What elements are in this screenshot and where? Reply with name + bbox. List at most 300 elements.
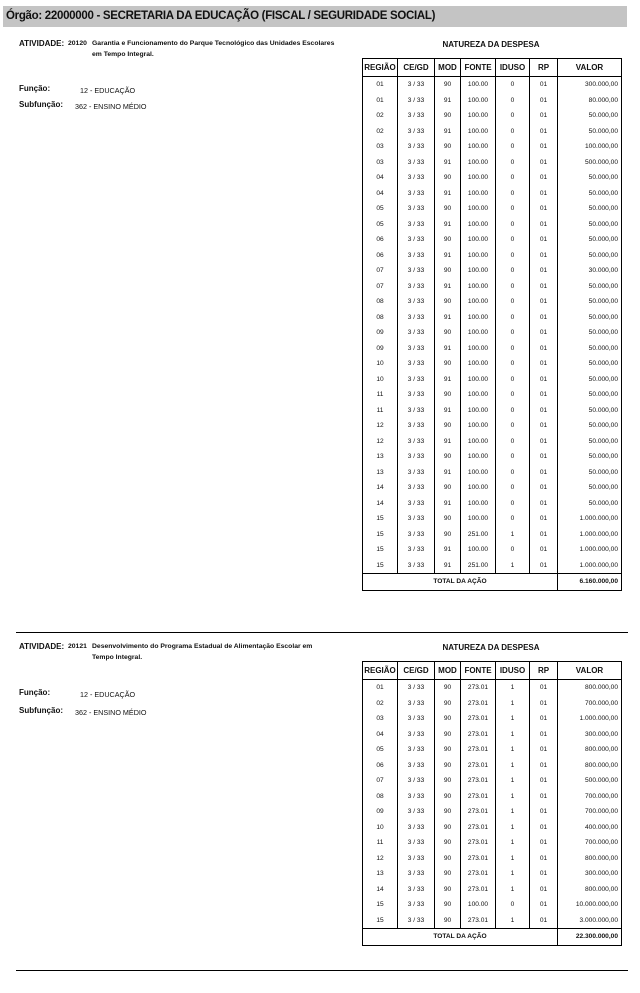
regiao-cell: 13 — [363, 866, 398, 882]
iduso-cell: 0 — [496, 124, 530, 140]
iduso-cell: 0 — [496, 77, 530, 93]
mod-cell: 90 — [435, 139, 461, 155]
valor-cell: 50.000,00 — [558, 217, 622, 233]
iduso-cell: 0 — [496, 496, 530, 512]
rp-cell: 01 — [530, 742, 558, 758]
valor-cell: 1.000.000,00 — [558, 558, 622, 574]
iduso-cell: 0 — [496, 217, 530, 233]
regiao-cell: 02 — [363, 108, 398, 124]
table-row — [363, 294, 622, 310]
table-row — [363, 263, 622, 279]
regiao-cell: 11 — [363, 835, 398, 851]
cegd-cell: 3 / 33 — [398, 496, 435, 512]
table-row — [363, 108, 622, 124]
iduso-cell: 0 — [496, 170, 530, 186]
iduso-cell: 0 — [496, 279, 530, 295]
iduso-cell: 1 — [496, 882, 530, 898]
total-row — [363, 929, 622, 946]
fonte-cell: 100.00 — [461, 279, 496, 295]
rp-cell: 01 — [530, 201, 558, 217]
mod-cell: 90 — [435, 449, 461, 465]
rp-cell: 01 — [530, 496, 558, 512]
fonte-cell: 100.00 — [461, 155, 496, 171]
mod-cell: 90 — [435, 680, 461, 696]
column-header: VALOR — [558, 662, 622, 680]
valor-cell: 50.000,00 — [558, 124, 622, 140]
regiao-cell: 13 — [363, 449, 398, 465]
table-row — [363, 387, 622, 403]
rp-cell: 01 — [530, 372, 558, 388]
despesa-table — [362, 661, 622, 946]
mod-cell: 91 — [435, 155, 461, 171]
mod-cell: 90 — [435, 835, 461, 851]
iduso-cell: 0 — [496, 511, 530, 527]
column-header: RP — [530, 59, 558, 77]
table-row — [363, 758, 622, 774]
iduso-cell: 0 — [496, 263, 530, 279]
rp-cell: 01 — [530, 341, 558, 357]
mod-cell: 90 — [435, 263, 461, 279]
valor-cell: 800.000,00 — [558, 758, 622, 774]
rp-cell: 01 — [530, 294, 558, 310]
mod-cell: 90 — [435, 882, 461, 898]
column-header: MOD — [435, 662, 461, 680]
fonte-cell: 273.01 — [461, 711, 496, 727]
column-header: MOD — [435, 59, 461, 77]
section-divider — [16, 970, 628, 971]
iduso-cell: 0 — [496, 372, 530, 388]
valor-cell: 700.000,00 — [558, 789, 622, 805]
mod-cell: 91 — [435, 124, 461, 140]
mod-cell: 90 — [435, 866, 461, 882]
table-row — [363, 434, 622, 450]
rp-cell: 01 — [530, 356, 558, 372]
rp-cell: 01 — [530, 882, 558, 898]
fonte-cell: 100.00 — [461, 139, 496, 155]
mod-cell: 90 — [435, 773, 461, 789]
subfuncao-label: Subfunção: — [19, 100, 63, 109]
fonte-cell: 100.00 — [461, 496, 496, 512]
iduso-cell: 1 — [496, 866, 530, 882]
rp-cell: 01 — [530, 835, 558, 851]
table-row — [363, 542, 622, 558]
cegd-cell: 3 / 33 — [398, 558, 435, 574]
table-row — [363, 882, 622, 898]
cegd-cell: 3 / 33 — [398, 913, 435, 929]
regiao-cell: 05 — [363, 201, 398, 217]
mod-cell: 90 — [435, 804, 461, 820]
mod-cell: 90 — [435, 294, 461, 310]
valor-cell: 100.000,00 — [558, 139, 622, 155]
mod-cell: 90 — [435, 527, 461, 543]
regiao-cell: 04 — [363, 170, 398, 186]
table-row — [363, 496, 622, 512]
rp-cell: 01 — [530, 325, 558, 341]
rp-cell: 01 — [530, 139, 558, 155]
mod-cell: 90 — [435, 789, 461, 805]
regiao-cell: 14 — [363, 496, 398, 512]
cegd-cell: 3 / 33 — [398, 372, 435, 388]
fonte-cell: 100.00 — [461, 201, 496, 217]
cegd-cell: 3 / 33 — [398, 124, 435, 140]
mod-cell: 91 — [435, 434, 461, 450]
cegd-cell: 3 / 33 — [398, 758, 435, 774]
mod-cell: 91 — [435, 465, 461, 481]
mod-cell: 90 — [435, 511, 461, 527]
rp-cell: 01 — [530, 434, 558, 450]
regiao-cell: 02 — [363, 696, 398, 712]
table-row — [363, 789, 622, 805]
regiao-cell: 12 — [363, 418, 398, 434]
regiao-cell: 09 — [363, 325, 398, 341]
valor-cell: 30.000,00 — [558, 263, 622, 279]
rp-cell: 01 — [530, 758, 558, 774]
rp-cell: 01 — [530, 789, 558, 805]
rp-cell: 01 — [530, 387, 558, 403]
subfuncao-label: Subfunção: — [19, 706, 63, 715]
iduso-cell: 1 — [496, 835, 530, 851]
table-row — [363, 372, 622, 388]
regiao-cell: 10 — [363, 372, 398, 388]
mod-cell: 91 — [435, 558, 461, 574]
cegd-cell: 3 / 33 — [398, 139, 435, 155]
cegd-cell: 3 / 33 — [398, 93, 435, 109]
regiao-cell: 10 — [363, 356, 398, 372]
fonte-cell: 273.01 — [461, 882, 496, 898]
atividade-label: ATIVIDADE: — [19, 39, 65, 48]
valor-cell: 50.000,00 — [558, 170, 622, 186]
valor-cell: 50.000,00 — [558, 232, 622, 248]
iduso-cell: 1 — [496, 696, 530, 712]
regiao-cell: 15 — [363, 542, 398, 558]
valor-cell: 300.000,00 — [558, 866, 622, 882]
mod-cell: 90 — [435, 711, 461, 727]
valor-cell: 50.000,00 — [558, 186, 622, 202]
regiao-cell: 02 — [363, 124, 398, 140]
fonte-cell: 273.01 — [461, 742, 496, 758]
total-row — [363, 574, 622, 591]
mod-cell: 91 — [435, 372, 461, 388]
cegd-cell: 3 / 33 — [398, 170, 435, 186]
table-row — [363, 835, 622, 851]
acao-section-20121 — [0, 642, 640, 972]
cegd-cell: 3 / 33 — [398, 263, 435, 279]
fonte-cell: 251.00 — [461, 527, 496, 543]
atividade-label: ATIVIDADE: — [19, 642, 65, 651]
regiao-cell: 13 — [363, 465, 398, 481]
fonte-cell: 100.00 — [461, 248, 496, 264]
mod-cell: 91 — [435, 403, 461, 419]
fonte-cell: 273.01 — [461, 804, 496, 820]
rp-cell: 01 — [530, 279, 558, 295]
fonte-cell: 100.00 — [461, 480, 496, 496]
iduso-cell: 1 — [496, 742, 530, 758]
mod-cell: 90 — [435, 820, 461, 836]
valor-cell: 500.000,00 — [558, 155, 622, 171]
fonte-cell: 100.00 — [461, 542, 496, 558]
table-row — [363, 465, 622, 481]
cegd-cell: 3 / 33 — [398, 232, 435, 248]
rp-cell: 01 — [530, 727, 558, 743]
table-body — [363, 77, 622, 574]
valor-cell: 50.000,00 — [558, 201, 622, 217]
valor-cell: 50.000,00 — [558, 356, 622, 372]
table-row — [363, 804, 622, 820]
cegd-cell: 3 / 33 — [398, 434, 435, 450]
regiao-cell: 08 — [363, 310, 398, 326]
cegd-cell: 3 / 33 — [398, 77, 435, 93]
mod-cell: 90 — [435, 170, 461, 186]
iduso-cell: 1 — [496, 913, 530, 929]
regiao-cell: 03 — [363, 155, 398, 171]
rp-cell: 01 — [530, 186, 558, 202]
mod-cell: 90 — [435, 356, 461, 372]
iduso-cell: 1 — [496, 558, 530, 574]
rp-cell: 01 — [530, 558, 558, 574]
regiao-cell: 11 — [363, 403, 398, 419]
regiao-cell: 07 — [363, 773, 398, 789]
rp-cell: 01 — [530, 170, 558, 186]
fonte-cell: 100.00 — [461, 232, 496, 248]
regiao-cell: 08 — [363, 789, 398, 805]
mod-cell: 91 — [435, 496, 461, 512]
cegd-cell: 3 / 33 — [398, 403, 435, 419]
fonte-cell: 100.00 — [461, 108, 496, 124]
regiao-cell: 03 — [363, 711, 398, 727]
regiao-cell: 10 — [363, 820, 398, 836]
acao-section-20120 — [0, 39, 640, 629]
iduso-cell: 1 — [496, 789, 530, 805]
cegd-cell: 3 / 33 — [398, 480, 435, 496]
iduso-cell: 1 — [496, 680, 530, 696]
rp-cell: 01 — [530, 804, 558, 820]
column-header: IDUSO — [496, 662, 530, 680]
mod-cell: 91 — [435, 310, 461, 326]
regiao-cell: 03 — [363, 139, 398, 155]
table-row — [363, 696, 622, 712]
atividade-description: Desenvolvimento do Programa Estadual de Alimentação Escolar em Tempo Integral. — [92, 643, 313, 661]
iduso-cell: 0 — [496, 418, 530, 434]
rp-cell: 01 — [530, 155, 558, 171]
fonte-cell: 273.01 — [461, 727, 496, 743]
fonte-cell: 273.01 — [461, 789, 496, 805]
valor-cell: 800.000,00 — [558, 742, 622, 758]
column-header: REGIÃO — [363, 59, 398, 77]
iduso-cell: 0 — [496, 897, 530, 913]
regiao-cell: 15 — [363, 527, 398, 543]
fonte-cell: 100.00 — [461, 341, 496, 357]
table-row — [363, 279, 622, 295]
fonte-cell: 100.00 — [461, 170, 496, 186]
cegd-cell: 3 / 33 — [398, 897, 435, 913]
valor-cell: 700.000,00 — [558, 804, 622, 820]
cegd-cell: 3 / 33 — [398, 820, 435, 836]
table-row — [363, 310, 622, 326]
mod-cell: 91 — [435, 248, 461, 264]
regiao-cell: 15 — [363, 913, 398, 929]
iduso-cell: 0 — [496, 155, 530, 171]
regiao-cell: 05 — [363, 742, 398, 758]
cegd-cell: 3 / 33 — [398, 248, 435, 264]
atividade-code: 20120 — [68, 40, 87, 47]
cegd-cell: 3 / 33 — [398, 418, 435, 434]
rp-cell: 01 — [530, 465, 558, 481]
rp-cell: 01 — [530, 696, 558, 712]
cegd-cell: 3 / 33 — [398, 310, 435, 326]
iduso-cell: 0 — [496, 294, 530, 310]
regiao-cell: 01 — [363, 77, 398, 93]
iduso-cell: 0 — [496, 93, 530, 109]
table-row — [363, 93, 622, 109]
mod-cell: 90 — [435, 325, 461, 341]
table-row — [363, 742, 622, 758]
mod-cell: 91 — [435, 542, 461, 558]
valor-cell: 50.000,00 — [558, 310, 622, 326]
mod-cell: 90 — [435, 201, 461, 217]
column-header: CE/GD — [398, 662, 435, 680]
cegd-cell: 3 / 33 — [398, 108, 435, 124]
cegd-cell: 3 / 33 — [398, 789, 435, 805]
iduso-cell: 0 — [496, 186, 530, 202]
table-row — [363, 558, 622, 574]
iduso-cell: 0 — [496, 387, 530, 403]
atividade-description: Garantia e Funcionamento do Parque Tecnológico das Unidades Escolares em Tempo Integral. — [92, 40, 335, 58]
regiao-cell: 01 — [363, 680, 398, 696]
table-row — [363, 851, 622, 867]
valor-cell: 1.000.000,00 — [558, 711, 622, 727]
regiao-cell: 15 — [363, 511, 398, 527]
table-row — [363, 480, 622, 496]
mod-cell: 90 — [435, 418, 461, 434]
iduso-cell: 0 — [496, 465, 530, 481]
regiao-cell: 09 — [363, 804, 398, 820]
mod-cell: 90 — [435, 913, 461, 929]
table-row — [363, 170, 622, 186]
iduso-cell: 0 — [496, 341, 530, 357]
table-row — [363, 232, 622, 248]
rp-cell: 01 — [530, 217, 558, 233]
rp-cell: 01 — [530, 851, 558, 867]
cegd-cell: 3 / 33 — [398, 217, 435, 233]
valor-cell: 300.000,00 — [558, 727, 622, 743]
mod-cell: 90 — [435, 108, 461, 124]
cegd-cell: 3 / 33 — [398, 155, 435, 171]
column-header: RP — [530, 662, 558, 680]
table-row — [363, 356, 622, 372]
fonte-cell: 100.00 — [461, 263, 496, 279]
fonte-cell: 100.00 — [461, 511, 496, 527]
rp-cell: 01 — [530, 232, 558, 248]
rp-cell: 01 — [530, 108, 558, 124]
fonte-cell: 100.00 — [461, 310, 496, 326]
mod-cell: 90 — [435, 742, 461, 758]
iduso-cell: 0 — [496, 139, 530, 155]
fonte-cell: 273.01 — [461, 851, 496, 867]
table-row — [363, 897, 622, 913]
fonte-cell: 100.00 — [461, 897, 496, 913]
subfuncao-value: 362 - ENSINO MÉDIO — [75, 102, 147, 111]
cegd-cell: 3 / 33 — [398, 680, 435, 696]
table-row — [363, 913, 622, 929]
table-row — [363, 773, 622, 789]
valor-cell: 300.000,00 — [558, 77, 622, 93]
valor-cell: 50.000,00 — [558, 108, 622, 124]
valor-cell: 800.000,00 — [558, 680, 622, 696]
valor-cell: 400.000,00 — [558, 820, 622, 836]
regiao-cell: 01 — [363, 93, 398, 109]
table-row — [363, 403, 622, 419]
table-row — [363, 77, 622, 93]
regiao-cell: 06 — [363, 758, 398, 774]
cegd-cell: 3 / 33 — [398, 727, 435, 743]
cegd-cell: 3 / 33 — [398, 866, 435, 882]
iduso-cell: 0 — [496, 542, 530, 558]
table-row — [363, 711, 622, 727]
regiao-cell: 06 — [363, 232, 398, 248]
mod-cell: 90 — [435, 696, 461, 712]
cegd-cell: 3 / 33 — [398, 527, 435, 543]
valor-cell: 800.000,00 — [558, 882, 622, 898]
mod-cell: 90 — [435, 897, 461, 913]
iduso-cell: 0 — [496, 248, 530, 264]
rp-cell: 01 — [530, 418, 558, 434]
regiao-cell: 14 — [363, 480, 398, 496]
atividade-code: 20121 — [68, 643, 87, 650]
table-row — [363, 866, 622, 882]
valor-cell: 50.000,00 — [558, 449, 622, 465]
mod-cell: 90 — [435, 387, 461, 403]
rp-cell: 01 — [530, 680, 558, 696]
orgao-header: Órgão: 22000000 - SECRETARIA DA EDUCAÇÃO (FISCAL / SEGURIDADE SOCIAL) — [3, 6, 627, 27]
table-row — [363, 527, 622, 543]
regiao-cell: 14 — [363, 882, 398, 898]
regiao-cell: 08 — [363, 294, 398, 310]
iduso-cell: 0 — [496, 434, 530, 450]
iduso-cell: 1 — [496, 851, 530, 867]
rp-cell: 01 — [530, 93, 558, 109]
cegd-cell: 3 / 33 — [398, 356, 435, 372]
fonte-cell: 100.00 — [461, 325, 496, 341]
rp-cell: 01 — [530, 820, 558, 836]
valor-cell: 1.000.000,00 — [558, 527, 622, 543]
valor-cell: 50.000,00 — [558, 279, 622, 295]
cegd-cell: 3 / 33 — [398, 882, 435, 898]
regiao-cell: 05 — [363, 217, 398, 233]
table-row — [363, 186, 622, 202]
regiao-cell: 06 — [363, 248, 398, 264]
valor-cell: 800.000,00 — [558, 851, 622, 867]
cegd-cell: 3 / 33 — [398, 387, 435, 403]
table-row — [363, 449, 622, 465]
table-row — [363, 139, 622, 155]
table-row — [363, 341, 622, 357]
rp-cell: 01 — [530, 310, 558, 326]
column-header: FONTE — [461, 59, 496, 77]
funcao-label: Função: — [19, 84, 51, 93]
table-row — [363, 511, 622, 527]
rp-cell: 01 — [530, 124, 558, 140]
rp-cell: 01 — [530, 403, 558, 419]
iduso-cell: 0 — [496, 480, 530, 496]
mod-cell: 90 — [435, 480, 461, 496]
iduso-cell: 0 — [496, 108, 530, 124]
iduso-cell: 1 — [496, 527, 530, 543]
fonte-cell: 100.00 — [461, 418, 496, 434]
cegd-cell: 3 / 33 — [398, 294, 435, 310]
iduso-cell: 1 — [496, 804, 530, 820]
mod-cell: 90 — [435, 851, 461, 867]
fonte-cell: 100.00 — [461, 465, 496, 481]
